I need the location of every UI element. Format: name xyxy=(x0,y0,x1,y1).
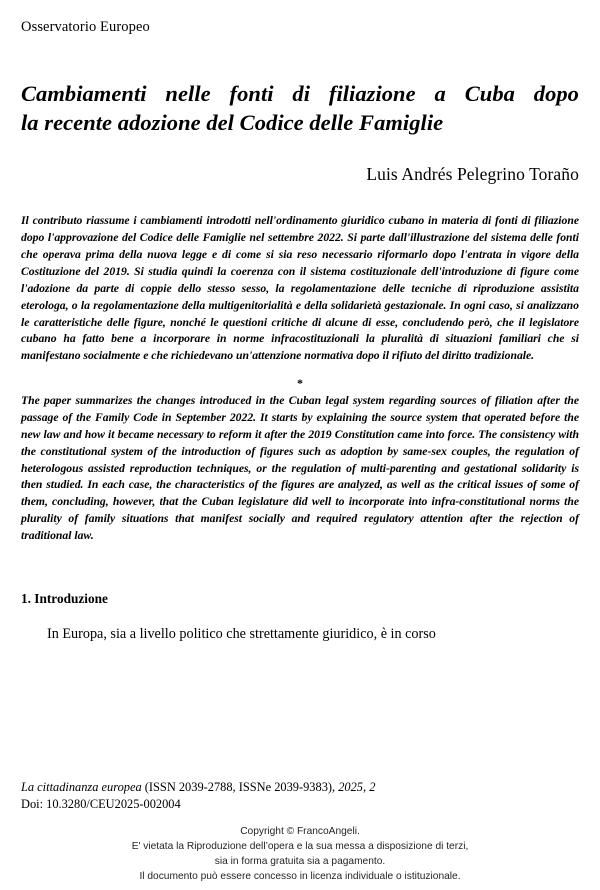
abstract-english: The paper summarizes the changes introduced in the Cuban legal system regarding sources of filiation after the passage of the Family Code in September 2022. It starts by explaining the source system that operated before the new law and how it became necessary to reform it after the 2019 Constitution came into force. The consistency with the constitutional system of the introduction of figures such as adoption by same-sex couples, the regulation of heterologous assisted reproduction techniques, or the regulation of multi-parenting and gestational solidarity is then studied. In each case, the characteristics of the figures are analyzed, as well as the critical issues of some of them, concluding, however, that the Cuban legislature did well to incorporate into infra-constitutional norms the plurality of family situations that manifest socially and required regulatory attention after the rejection of traditional law. xyxy=(21,393,579,543)
body-paragraph: In Europa, sia a livello politico che strettamente giuridico, è in corso xyxy=(47,626,436,643)
copyright-line-2: E' vietata la Riproduzione dell’opera e la sua messa a disposizione di terzi, xyxy=(131,840,469,852)
journal-citation xyxy=(21,779,579,812)
copyright-line-1: Copyright © FrancoAngeli. xyxy=(240,826,360,837)
journal-issue: 2025, 2 xyxy=(338,780,376,794)
abstract-italian: Il contributo riassume i cambiamenti introdotti nell'ordinamento giuridico cubano in materia di fonti di filiazione dopo l'approvazione del Codice delle Famiglie nel settembre 2022. Si parte dall'illustrazione del sistema delle fonti che operava prima della nuova legge e di come si sia reso necessario riformarlo dopo l'entrata in vigore della Costituzione del 2019. Si studia quindi la coerenza con il sistema costituzionale dell'introduzione di figure come l'adozione da parte di coppie dello stesso sesso, la regolamentazione delle tecniche di riproduzione assistita eterologa, o la regolamentazione della multigenitorialità e della solidarietà gestazionale. In ogni caso, si analizzano le caratteristiche delle figure, nonché le questioni critiche di alcune di esse, concludendo però, che il legislatore cubano ha fatto bene a incorporare in norme infracostituzionali la pluralità di situazioni familiari che si manifestano socialmente e che richiedevano un'attenzione normativa dopo il rifiuto del diritto tradizionale. xyxy=(21,214,579,363)
copyright-line-4: Il documento può essere concesso in licenza individuale o istituzionale. xyxy=(139,870,461,882)
page-title xyxy=(21,80,579,137)
section-heading-introduzione: 1. Introduzione xyxy=(21,591,108,607)
title-line-1: Cambiamenti nelle fonti di filiazione a Cuba dopo xyxy=(21,81,579,107)
journal-name: La cittadinanza europea xyxy=(21,780,142,794)
copyright-line-3: sia in forma gratuita sia a pagamento. xyxy=(214,855,386,867)
title-line-2: la recente adozione del Codice delle Famiglie xyxy=(21,109,444,135)
copyright-notice xyxy=(0,825,600,885)
running-head: Osservatorio Europeo xyxy=(21,19,150,35)
author-name: Luis Andrés Pelegrino Toraño xyxy=(366,164,579,185)
journal-doi: Doi: 10.3280/CEU2025-002004 xyxy=(21,796,181,811)
abstract-separator: * xyxy=(297,375,303,390)
journal-identifiers: (ISSN 2039-2788, ISSNe 2039-9383), xyxy=(141,780,339,794)
